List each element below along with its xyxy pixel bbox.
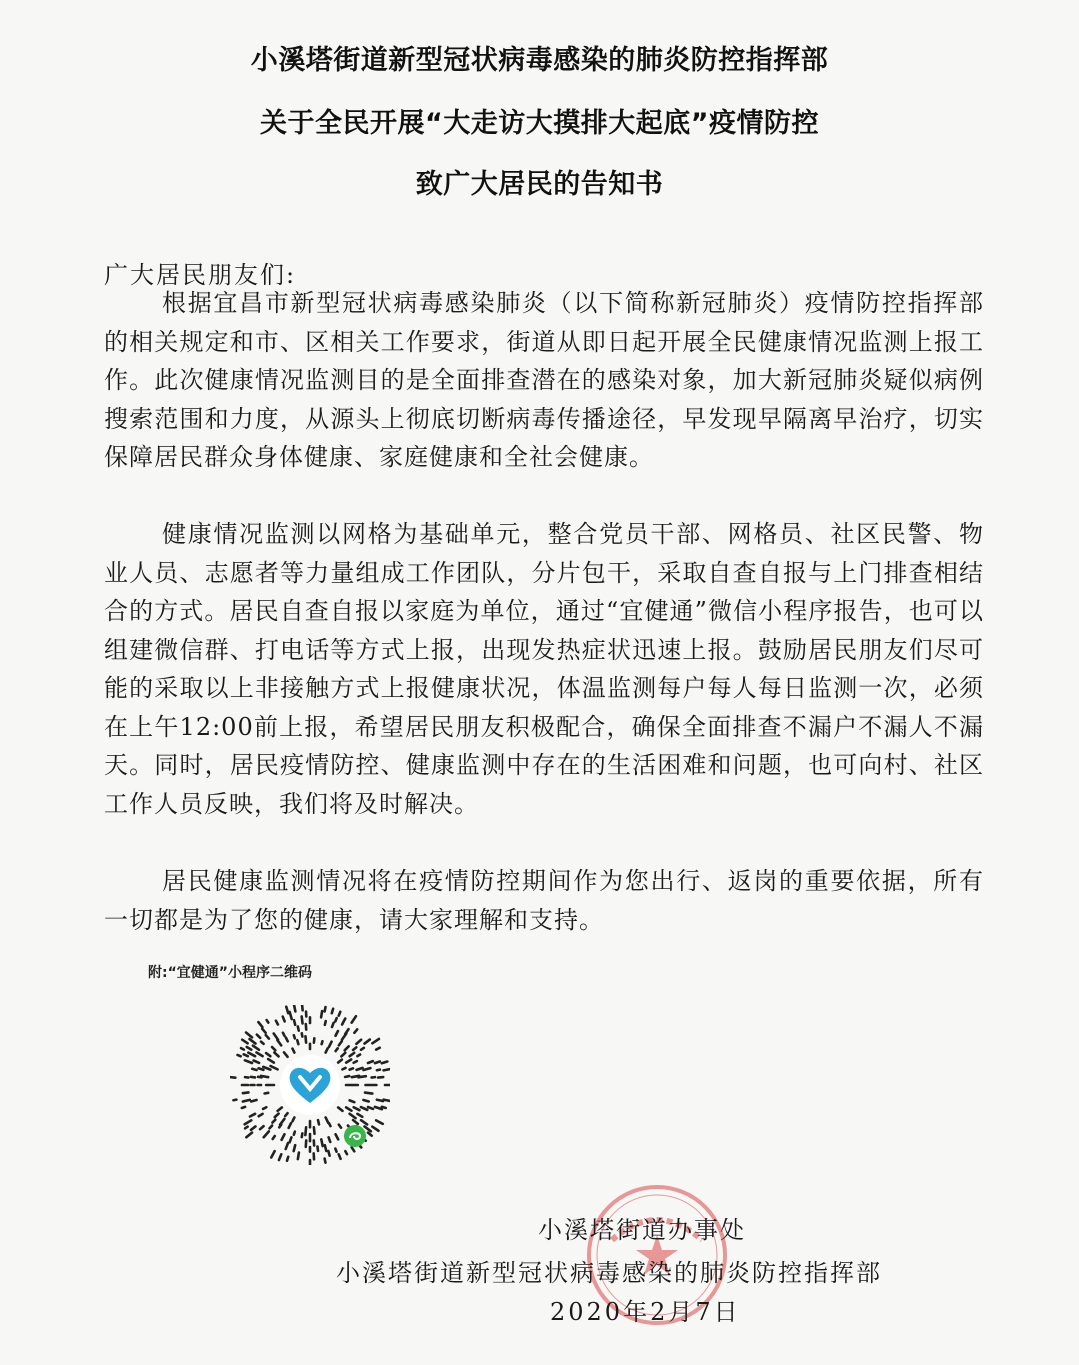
title-line-1: 小溪塔街道新型冠状病毒感染的肺炎防控指挥部	[250, 45, 829, 76]
attachment-note: 附:“宜健通”小程序二维码	[148, 965, 313, 981]
signature-command: 小溪塔街道新型冠状病毒感染的肺炎防控指挥部	[336, 1259, 882, 1287]
wechat-miniprogram-qr-icon	[230, 1005, 390, 1165]
paragraph-3: 居民健康监测情况将在疫情防控期间作为您出行、返岗的重要依据，所有一切都是为了您的健康，请大家理解和支持。	[104, 867, 984, 934]
paragraph-1: 根据宜昌市新型冠状病毒感染肺炎（以下简称新冠肺炎）疫情防控指挥部的相关规定和市、区相关工作要求，街道从即日起开展全民健康情况监测上报工作。此次健康情况监测目的是全面排查潜在的感染对象，加大新冠肺炎疑似病例搜索范围和力度，从源头上彻底切断病毒传播途径，早发现早隔离早治疗，切实保障居民群众身体健康、家庭健康和全社会健康。	[104, 289, 984, 471]
signature-date: 2020年2月7日	[550, 1298, 741, 1326]
signature-office: 小溪塔街道办事处	[538, 1216, 746, 1244]
salutation: 广大居民朋友们:	[104, 261, 297, 289]
title-line-2: 关于全民开展“大走访大摸排大起底”疫情防控	[260, 108, 819, 139]
paragraph-2: 健康情况监测以网格为基础单元，整合党员干部、网格员、社区民警、物业人员、志愿者等力量组成工作团队，分片包干，采取自查自报与上门排查相结合的方式。居民自查自报以家庭为单位，通过“宜健通”微信小程序报告，也可以组建微信群、打电话等方式上报，出现发热症状迅速上报。鼓励居民朋友们尽可能的采取以上非接触方式上报健康状况，体温监测每户每人每日监测一次，必须在上午12:00前上报，希望居民朋友积极配合，确保全面排查不漏户不漏人不漏天。同时，居民疫情防控、健康监测中存在的生活困难和问题，也可向村、社区工作人员反映，我们将及时解决。	[104, 520, 984, 818]
title-line-3: 致广大居民的告知书	[415, 169, 664, 200]
